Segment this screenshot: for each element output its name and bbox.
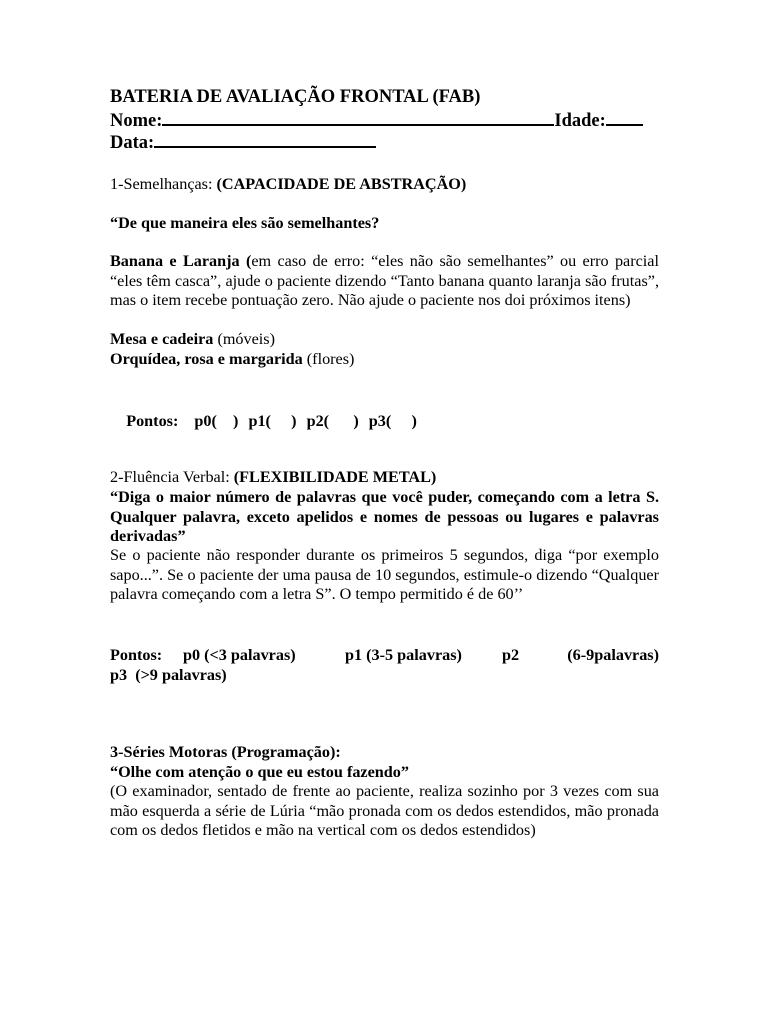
document-title [110, 86, 659, 108]
verbal-p1: p1 (3-5 palavras) [345, 646, 462, 664]
date-label: Data: [110, 133, 155, 153]
section1-question: “De que maneira eles são semelhantes? [110, 214, 380, 232]
section1-item1 [110, 252, 659, 311]
section3-heading: 3-Séries Motoras (Programação): [110, 743, 341, 761]
section2-instruction: “Diga o maior número de palavras que você puder, começando com a letra S. Qualquer palavra, exceto apelidos e nomes de pessoas ou lugares e palavras derivadas” [110, 488, 659, 545]
name-age-row [110, 108, 670, 132]
name-field[interactable] [162, 108, 554, 126]
item2-label: Mesa e cadeira [110, 330, 214, 348]
age-field[interactable] [606, 108, 643, 126]
item1-text: em caso de erro: “eles não são semelhantes” ou erro parcial “eles têm casca”, ajude o paciente dizendo “Tanto banana quanto laranja são frutas”, mas o item recebe pontuação zero. Não ajude o paciente nos doi próximos itens) [110, 252, 659, 309]
section2-text: Se o paciente não responder durante os primeiros 5 segundos, diga “por exemplo sapo...”. Se o paciente der uma pausa de 10 segundos, estimule-o dizendo “Qualquer palavra começando com a letra S”. O tempo permitido é de 60’’ [110, 546, 659, 603]
points-label: Pontos: [126, 411, 179, 430]
title-text: BATERIA DE AVALIAÇÃO FRONTAL (FAB) [110, 87, 481, 107]
verbal-p3: p3 (>9 palavras) [110, 666, 227, 684]
points-label-2: Pontos: [110, 646, 163, 664]
section1-points [110, 392, 659, 451]
item3-text: (flores) [302, 350, 355, 368]
section2-heading [110, 468, 659, 488]
item1-label: Banana e Laranja ( [110, 252, 252, 270]
verbal-p2-range: (6-9palavras) [567, 646, 659, 664]
section1-heading [110, 175, 659, 195]
date-row [110, 130, 659, 154]
section1-heading-number: 1-Semelhanças: [110, 175, 217, 193]
p0-score: p0( ) [194, 411, 239, 430]
section2-heading-subtitle: (FLEXIBILIDADE METAL) [233, 468, 437, 486]
section3-text: (O examinador, sentado de frente ao paciente, realiza sozinho por 3 vezes com sua mão esquerda a série de Lúria “mão pronada com os dedos estendidos, mão pronada com os dedos fletidos e mão na vertical com os dedos estendidos) [110, 782, 659, 839]
p1-score: p1( ) [248, 411, 297, 430]
section1-heading-subtitle: (CAPACIDADE DE ABSTRAÇÃO) [216, 175, 467, 193]
verbal-p0: p0 (<3 palavras) [183, 646, 296, 664]
item3-label: Orquídea, rosa e margarida [110, 350, 303, 368]
section3-instruction: “Olhe com atenção o que eu estou fazendo” [110, 763, 409, 781]
section1-item3 [110, 350, 659, 370]
name-label: Nome: [110, 111, 163, 131]
section2-heading-number: 2-Fluência Verbal: [110, 468, 234, 486]
item2-text: (móveis) [213, 330, 275, 348]
p2-score: p2( ) [306, 411, 359, 430]
date-field[interactable] [154, 130, 376, 148]
section2-points-row1 [110, 646, 659, 666]
section1-item2 [110, 330, 659, 350]
age-label: Idade: [554, 111, 606, 131]
p3-score: p3( ) [368, 411, 417, 430]
verbal-p2: p2 [502, 646, 520, 664]
